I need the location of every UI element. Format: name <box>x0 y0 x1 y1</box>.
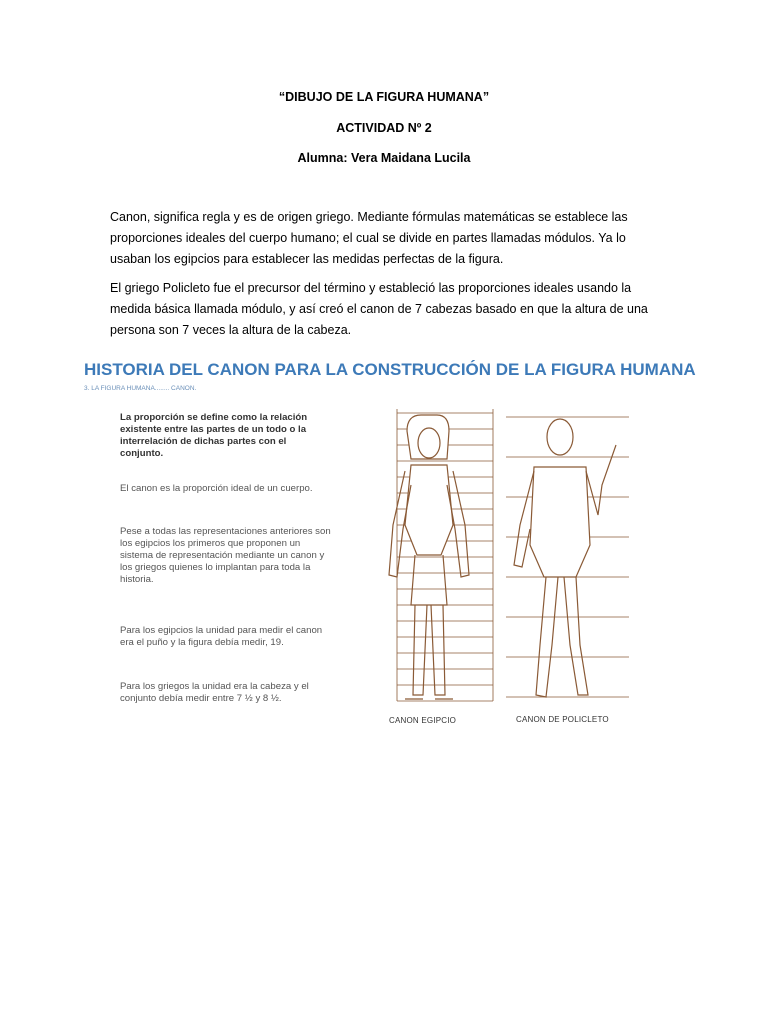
slide-title: HISTORIA DEL CANON PARA LA CONSTRUCCIÓN DE LA FIGURA HUMANA <box>84 360 696 379</box>
slide-subtitle: 3. LA FIGURA HUMANA........ CANON. <box>84 385 197 392</box>
label-egyptian-canon: CANON EGIPCIO <box>389 716 457 725</box>
embedded-slide-image <box>84 360 696 740</box>
document-title: “DIBUJO DE LA FIGURA HUMANA” <box>278 90 490 104</box>
slide-text-greek-unit: Para los griegos la unidad era la cabeza y el conjunto debía medir entre 7 ½ y 8 ½. <box>120 681 309 704</box>
polykleitos-canon-figure <box>504 405 649 710</box>
student-name: Alumna: Vera Maidana Lucila <box>297 151 471 165</box>
slide-definition: La proporción se define como la relación existente entre las partes de un todo o la interrelación de dichas partes con el conjunto. <box>120 412 308 459</box>
slide-text-egyptians-greeks: Pese a todas las representaciones anteriores son los egipcios los primeros que proponen un sistema de representación mediante un canon y los griegos quienes lo implantan para toda la historia. <box>120 526 331 585</box>
slide-text-canon: El canon es la proporción ideal de un cuerpo. <box>120 483 313 494</box>
label-polykleitos-canon: CANON DE POLICLETO <box>516 715 609 724</box>
paragraph-canon-definition: Canon, significa regla y es de origen griego. Mediante fórmulas matemáticas se establece las proporciones ideales del cuerpo humano; el cual se divide en partes llamadas módulos. Ya lo usaban los egipcios para establecer las medidas perfectas de la figura. <box>110 210 628 266</box>
egyptian-canon-figure <box>349 405 499 710</box>
slide-text-egyptian-unit: Para los egipcios la unidad para medir el canon era el puño y la figura debía medir, 19. <box>120 625 323 648</box>
activity-number: ACTIVIDAD Nº 2 <box>336 121 432 135</box>
paragraph-policleto: El griego Policleto fue el precursor del término y estableció las proporciones ideales usando la medida básica llamada módulo, y así creó el canon de 7 cabezas basado en que la altura de una persona son 7 veces la altura de la cabeza. <box>110 281 648 337</box>
